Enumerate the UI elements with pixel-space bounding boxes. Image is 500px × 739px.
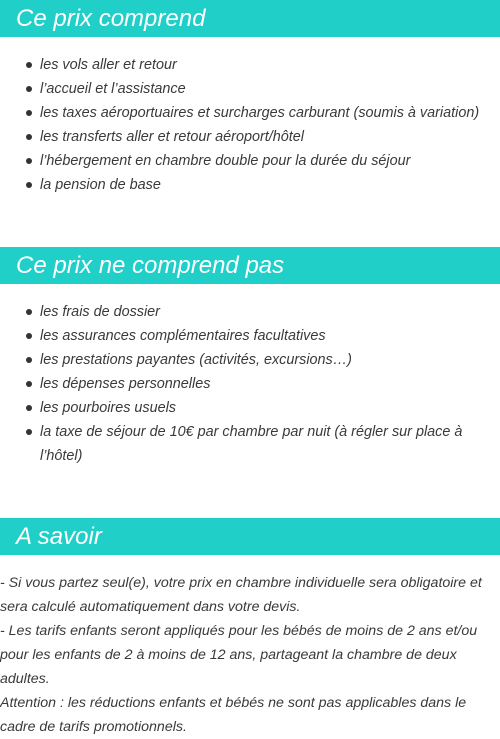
bullet-icon bbox=[26, 110, 32, 116]
list-item-text: les assurances complémentaires facultatives bbox=[40, 328, 326, 344]
section-title-included: Ce prix comprend bbox=[0, 0, 500, 37]
section-title-excluded: Ce prix ne comprend pas bbox=[0, 247, 500, 284]
excluded-list bbox=[0, 300, 500, 468]
list-item-text: les vols aller et retour bbox=[40, 57, 177, 73]
bullet-icon bbox=[26, 357, 32, 363]
bullet-icon bbox=[26, 62, 32, 68]
list-item bbox=[0, 324, 500, 348]
list-item bbox=[0, 77, 500, 101]
bullet-icon bbox=[26, 86, 32, 92]
list-item bbox=[0, 348, 500, 372]
bullet-icon bbox=[26, 429, 32, 435]
info-text bbox=[0, 571, 500, 739]
bullet-icon bbox=[26, 381, 32, 387]
list-item-text: la pension de base bbox=[40, 177, 161, 193]
included-list bbox=[0, 53, 500, 197]
list-item-text: la taxe de séjour de 10€ par chambre par nuit (à régler sur place à l’hôtel) bbox=[40, 424, 463, 464]
list-item bbox=[0, 300, 500, 324]
bullet-icon bbox=[26, 333, 32, 339]
list-item-text: l’accueil et l’assistance bbox=[40, 81, 186, 97]
bullet-icon bbox=[26, 134, 32, 140]
list-item bbox=[0, 420, 500, 468]
list-item bbox=[0, 53, 500, 77]
list-item-text: les frais de dossier bbox=[40, 304, 160, 320]
list-item-text: les taxes aéroportuaires et surcharges carburant (soumis à variation) bbox=[40, 105, 480, 121]
list-item bbox=[0, 125, 500, 149]
list-item-text: les pourboires usuels bbox=[40, 400, 176, 416]
info-paragraph: - Les tarifs enfants seront appliqués pour les bébés de moins de 2 ans et/ou pour les enfants de 2 à moins de 12 ans, partageant la chambre de deux adultes. bbox=[0, 623, 478, 687]
list-item bbox=[0, 149, 500, 173]
info-paragraph: - Si vous partez seul(e), votre prix en chambre individuelle sera obligatoire et sera calculé automatiquement dans votre devis. bbox=[0, 575, 482, 615]
list-item-text: l’hébergement en chambre double pour la durée du séjour bbox=[40, 153, 411, 169]
bullet-icon bbox=[26, 405, 32, 411]
list-item-text: les dépenses personnelles bbox=[40, 376, 211, 392]
info-paragraph: Attention : les réductions enfants et bébés ne sont pas applicables dans le cadre de tarifs promotionnels. bbox=[0, 695, 467, 735]
list-item-text: les transferts aller et retour aéroport/hôtel bbox=[40, 129, 304, 145]
list-item bbox=[0, 372, 500, 396]
list-item bbox=[0, 173, 500, 197]
list-item-text: les prestations payantes (activités, excursions…) bbox=[40, 352, 352, 368]
bullet-icon bbox=[26, 158, 32, 164]
bullet-icon bbox=[26, 309, 32, 315]
bullet-icon bbox=[26, 182, 32, 188]
list-item bbox=[0, 101, 500, 125]
section-title-info: A savoir bbox=[0, 518, 500, 555]
list-item bbox=[0, 396, 500, 420]
